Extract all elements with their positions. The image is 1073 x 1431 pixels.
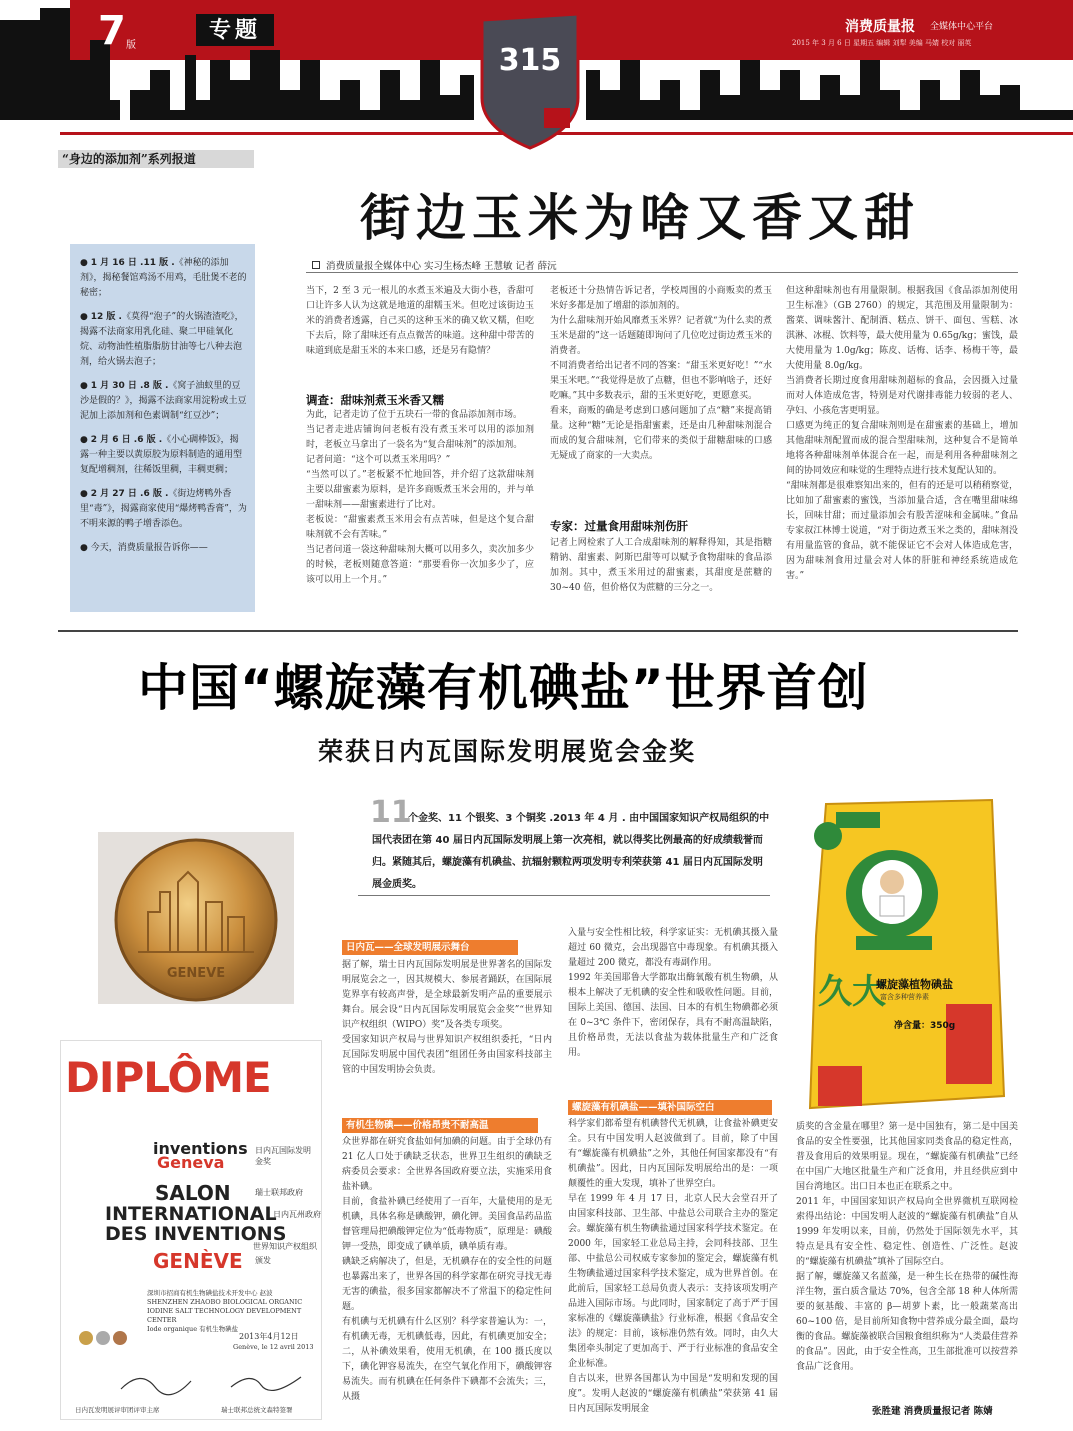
section-bar-organic-iodine: 有机生物碘——价格昂贵不耐高温 [342,1118,538,1133]
salt-product-photo [796,796,1008,1114]
article1-subhead-expert: 专家：过量食用甜味剂伤肝 [550,519,688,533]
diploma-title: DIPLÔME [65,1053,271,1102]
diploma-city: GENÈVE [153,1249,243,1273]
diploma-date-fr: Genève, le 12 avril 2013 [233,1343,314,1351]
diploma-note-cn: 日内瓦国际发明金奖 [255,1146,311,1166]
sidebar-item: ● 2 月 27 日 .6 版 .《街边烤鸭外香里“毒”》，揭露商家使用“爆烤鸭香膏”，为不明来源的鸭子增香添色。 [80,489,247,529]
signature-caption: 瑞士联邦总统文森特签署 [221,1406,293,1414]
section-bar-spirulina: 螺旋藻有机碘盐——填补国际空白 [568,1100,772,1115]
article2-organic-iodine-text: 众世界都在研究食盐如何加碘的问题。由于全球仍有 21 亿人口处于碘缺乏状态，世界卫生组织的碘缺乏病委员会要求：全世界各国政府要立法，实施采用食盐补碘。 目前，食盐补碘已经使用了一百年，大量使用的是无机碘，具体名称是碘酸钾，碘化钾。美国食品药品监督管理局把碘酸钾定位为“低毒物质”，原理是：碘酸钾一受热，即变成了碘单质，碘单质有毒。 碘缺乏病解决了，但是，无机碘存在的安全性的问题也暴露出来了，世界各国的科学家都在研究寻找无毒无害的碘盐，很多国家都解决不了常温下的稳定性问题。 有机碘与无机碘有什么区别？科学家普遍认为：一，有机碘无毒，无机碘低毒，因此，有机碘更加安全；二，从补碘效果看，使用无机碘，在 100 摄氏度以下，碘化钾容易流失，在空气氧化作用下，碘酸钾容易流失。而有机碘在任何条件下碘都不会流失；三，从摄 [342,1137,552,1402]
sidebar-item: ● 12 版 .《莫得“泡子”的火锅渣渣吃》，揭露不法商家用乳化硅、聚二甲硅氧化烷、动物油性植脂脂肪甘油等七八种去泡剂，给火锅去泡子； [80,312,244,367]
divider [306,272,1018,273]
diploma-inventions: inventions [153,1139,248,1158]
sidebar-item: ● 1 月 30 日 .8 版 .《窝子油蚁里的豆沙是假的？》，揭露不法商家用淀粉或土豆泥加上添加剂和色素调制“红豆沙”； [80,381,247,421]
article1-col1-para: 当下，2 至 3 元一根儿的水煮玉米遍及大街小巷，香甜可口让许多人认为这就是地道的甜糯玉米。但吃过该街边玉米的消费者透露，自己买的这种玉米的确又软又糯，但吃下去后，除了甜味还有点点微苦的味道。这种甜中带苦的味道到底是甜玉米的本来口感，还是另有隐情？ [306,286,534,356]
product-tagline: 富含多种营养素 [880,993,929,1001]
article2-mid-top-text: 入量与安全性相比较，科学家证实：无机碘其摄入量超过 60 微克，会出现器官中毒现象。有机碘其摄入量超过 200 微克，都没有毒副作用。 1992 年美国耶鲁大学都取出酶氧酸有机生物碘，从根本上解决了无机碘的安全性和吸收性问题。目前，国际上美国、德国、法国、日本的有机生物碘都必须在 0~3℃ 条件下，密闭保存，具有不耐高温缺陷，且价格昂贵，无法以食盐为载体批量生产和广泛食用。 [568,928,778,1058]
sidebar-item: ● 2 月 6 日 .6 版 .《小心碉棒饭》，揭露一种主要以黄原胶为原料制造的通用型复配增稠剂，往稀饭里稠，丰稠更稠； [80,435,243,475]
sidebar-item: ● 1 月 16 日 .11 版 .《神秘的添加剂》，揭秘餐馆鸡汤不用鸡，毛肚煲不老的秘密； [80,258,247,298]
article-divider [58,630,1018,632]
article1-title: 街边玉米为啥又香又甜 [360,188,920,247]
series-sidebar [70,244,255,612]
issue-date-line: 2015 年 3 月 6 日 星期五 编辑 刘犁 美编 马婧 校对 丽英 [792,39,972,47]
diploma-date-cn: 2013年4月12日 [239,1332,299,1341]
article1-byline: 消费质量报全媒体中心 实习生杨杰峰 王慧敏 记者 薛沅 [312,258,557,272]
square-icon [312,261,320,269]
diploma-note-cn: 瑞士联邦政府 [255,1188,303,1197]
medal-icon [98,832,294,1004]
sidebar-item: ● 今天，消费质量报告诉你—— [80,543,208,553]
svg-text:GENEVE: GENEVE [166,966,226,981]
section-bar-geneva: 日内瓦——全球发明展示舞台 [342,940,518,955]
diploma-award-lines: 深圳市招商有机生物碘盐技术开发中心 赵波 SHENZHEN ZHAOBO BIOLOGICAL ORGANIC IODINE SALT TECHNOLOGY DEVELOPMENT CENTER Iode organique 有机生物碘盐 [147,1289,303,1333]
article1-col2-body: 记者上网检索了人工合成甜味剂的解释得知，其是指糖精钠、甜蜜素、阿斯巴甜等可以赋予食物甜味的食品添加剂。其中，煮玉米用过的甜蜜素，其甜度是蔗糖的 30~40 倍，但价格仅为蔗糖的三分之一。 [550,538,772,593]
medal-badges [79,1331,127,1345]
diploma-des-inventions: DES INVENTIONS [105,1223,287,1245]
diploma-salon: SALON [155,1181,231,1205]
article1-col3-para: 但这种甜味剂也有用量限制。根据我国《食品添加剂使用卫生标准》（GB 2760）的规定，其范围及用量限制为：酱菜、调味酱汁、配制酒、糕点、饼干、面包、雪糕、冰淇淋、冰棍、饮料等，最大使用量为 0.65g/kg；蜜饯，最大使用量为 1.0g/kg；陈皮、话梅、话李、杨梅干等，最大使用量 8.0g/kg。 当消费者长期过度食用甜味剂超标的食品，会因摄入过量而对人体造成危害，特别是对代谢排毒能力较弱的老人、孕妇、小孩危害更明显。 口感更为纯正的复合甜味剂则是在甜蜜素的基础上，增加其他甜味剂配置而成的混合型甜味剂，这种复合不是简单地将各种甜味剂单体混合在一起，而是利用各种甜味剂之间的协同效应和味觉的生理特点进行技术复配认知的。 “甜味剂都是很难察知出来的，但有的还是可以稍稍察觉，比如加了甜蜜素的蜜饯，当添加量合适，含在嘴里甜味绵长，回味甘甜；而过量添加会有股苦涩味和金属味。”食品专家叔江林博士说道，“对于街边煮玉米之类的，甜味剂没有用量监管的食品，就不能保证它不会对人体造成危害，因为甜味剂食用过量会对人体的肝脏和神经系统造成危害。” [786,286,1018,581]
article1-col1-body: 为此，记者走访了位于五块石一带的食品添加剂市场。 当记者走进店铺询问老板有没有煮玉米可以用的添加剂时，老板立马拿出了一袋名为“复合甜味剂”的添加剂。 记者问道：“这个可以煮玉米用吗？” “当然可以了。”老板紧不忙地回答，并介绍了这款甜味剂主要以甜蜜素为原料，是许多商贩煮玉米会用的，并与单一甜味剂——甜蜜素进行了比对。 老板说：“甜蜜素煮玉米用会有点苦味，但是这个复合甜味剂就不会有苦味。” 当记者问道一袋这种甜味剂大概可以用多久，卖次加多少的时候，老板则随意答道：“那要看你一次加多少了，应该可以用上一个月。” [306,410,534,585]
article2-right-text: 质奖的含金量在哪里？第一是中国独有，第二是中国美食品的安全性要强，比其他国家同类食品的稳定性高，普及食用后的效果明显。现在，“螺旋藻有机碘盐”已经在中国广大地区批量生产和广泛食用，并且经供应到中国台湾地区。出口日本也正在联系之中。 2011 年，中国国家知识产权局向全世界微机互联网检索得出结论：中国发明人赵波的“螺旋藻有机碘盐”自从 1999 年发明以来，目前，仍然处于国际领先水平，其特点是具有安全性、稳定性、创造性、广泛性。赵波的“螺旋藻有机碘盐”填补了国际空白。 据了解，螺旋藻又名蓝藻，是一种生长在热带的碱性海洋生物，蛋白质含量达 70%，包含全部 18 种人体所需要的氨基酸、丰富的 β—胡萝卜素，比一般蔬菜高出 60~100 倍，是目前所知食物中营养成分最全面，最均衡的食品。螺旋藻被联合国粮食组织称为“人类最佳营养的食品”。因此，由于安全性高，卫生部批准可以按营养食品广泛食用。 [796,1122,1018,1372]
salt-bag-icon [796,796,1008,1114]
svg-text:315: 315 [498,43,562,78]
series-label: “身边的添加剂”系列报道 [58,150,254,168]
diploma-note-cn: 世界知识产权组织 [253,1242,317,1251]
product-weight: 净含量：350g [894,1021,956,1031]
article2-author: 张胜建 消费质量报记者 陈婧 [872,1406,993,1417]
lead-number: 11 [370,795,412,830]
paper-name: 消费质量报 [845,19,915,35]
paper-subtitle: 全媒体中心平台 [930,22,994,32]
product-name: 螺旋藻植物碘盐 [876,978,953,991]
article1-col2-para: 老板还十分热情告诉记者，学校周围的小商贩卖的煮玉米好多都是加了增甜的添加剂的。 为什么甜味剂开始风靡煮玉米界？记者就“为什么卖的煮玉米是甜的”这一话题随即询问了几位吃过街边煮玉米的消费者。 不同消费者给出记者不同的答案：“甜玉米更好吃！”“水果玉米吧。”“我觉得是放了点糖，但也不影响啥子，还好吃嘛。”其中多数表示，甜的玉米更好吃，更愿意买。 看来，商贩的确是考虑到口感问题加了点“糖”来提高销量。这种“糖”无论是指甜蜜素，还是由几种甜味剂混合而成的复合甜味剂，它们带来的类似于甜糖甜味的口感无疑成了商家的一大卖点。 [550,286,772,461]
divider [358,895,770,896]
signature-caption: 日内瓦发明展评审团评审主席 [75,1406,160,1414]
diploma-certificate [60,1040,322,1420]
gold-medal-photo [98,832,294,1004]
diploma-salon-international: INTERNATIONAL [105,1203,277,1225]
page-suffix: 版 [126,40,136,51]
diploma-note-cn: 日内瓦州政府 [273,1210,321,1219]
section-title: 专题 [196,14,274,46]
article2-title: 中国“螺旋藻有机碘盐”世界首创 [138,659,869,717]
signatures [111,1367,311,1397]
article2-subtitle: 荣获日内瓦国际发明展览会金奖 [318,737,697,766]
article2-spirulina-text: 科学家们都希望有机碘替代无机碘，让食盐补碘更安全。只有中国发明人赵波做到了。目前，除了中国有“螺旋藻有机碘盐”之外，其他任何国家都没有“有机碘盐”。因此，日内瓦国际发明展给出的是：一项颠覆性的重大发现，填补了世界空白。 早在 1999 年 4 月 17 日，北京人民大会堂召开了由国家科技部、卫生部、中盐总公司联合主办的鉴定会。螺旋藻有机生物碘盐通过国家科学技术鉴定。在 2000 年，国家轻工业总局主持，会同科技部、卫生部、中盐总公司权威专家参加的鉴定会，螺旋藻有机生物碘盐通过国家科学技术鉴定，成为世界首创。在此前后，国家轻工总局负责人表示：支持该项发明产品进入国际市场。与此同时，国家制定了高于严于国家标准的《螺旋藻碘盐》行业标准，根据《食品安全法》的规定：目前，该标准仍然有效。同时，由久大集团牵头制定了更加高于、严于行业标准的食品安全企业标准。 自古以来，世界各国都认为中国是“发明和发现的国度”。发明人赵波的“螺旋藻有机碘盐”荣获第 41 届日内瓦国际发明展金 [568,1119,778,1414]
315-logo [474,8,586,150]
diploma-geneva: Geneva [157,1153,225,1172]
article2-lead: 个金奖、11 个银奖、3 个铜奖 .2013 年 4 月 . 由中国国家知识产权局组织的中国代表团在第 40 届日内瓦国际发明展上第一次亮相，就以得奖比例最高的好成绩载誉而归。紧随其后，螺旋藻有机碘盐、抗辐射颗粒两项发明专利荣获第 41 届日内瓦国际发明展金质奖。 [372,813,770,890]
diploma-note-cn: 颁发 [255,1256,271,1265]
page-number: 7 [98,8,126,54]
product-brand: 久大 [818,972,886,1012]
article1-subhead-survey: 调查：甜味剂煮玉米香又糯 [306,393,444,407]
article2-geneva-text: 据了解，瑞士日内瓦国际发明展是世界著名的国际发明展览会之一，因其规模大、参展者踊跃，在国际展览界享有较高声誉，是全球最新发明产品的重要展示舞台。展会设“日内瓦国际发明展览会金奖”“世界知识产权组织（WIPO）奖”及各类专项奖。 受国家知识产权局与世界知识产权组织委托，“日内瓦国际发明展中国代表团”组团任务由国家科技部主管的中国发明协会负责。 [342,960,552,1075]
